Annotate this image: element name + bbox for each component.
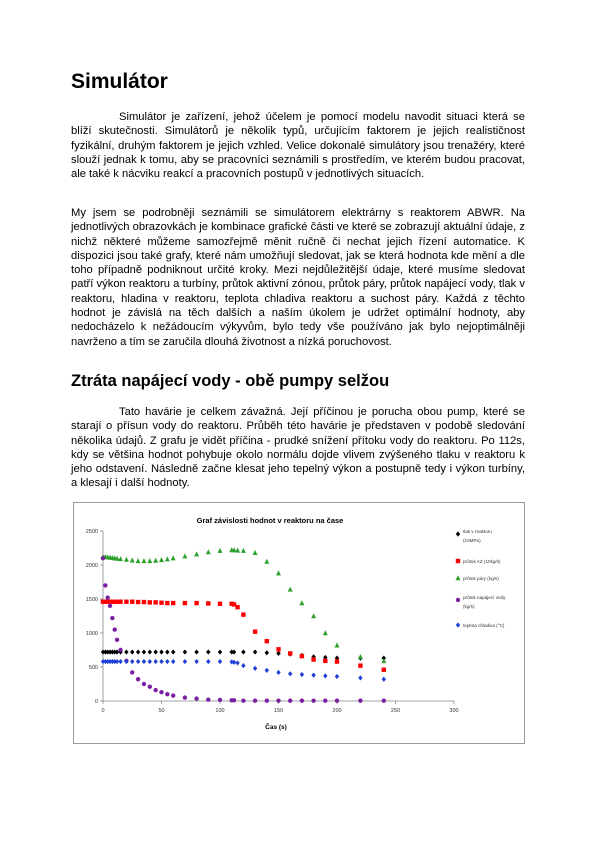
chart-title: Graf závislosti hodnot v reaktoru na čase (196, 516, 344, 525)
data-point (358, 663, 362, 667)
data-point (115, 638, 119, 642)
y-tick-label: 500 (88, 665, 98, 671)
data-point (153, 659, 157, 664)
data-point (183, 649, 187, 654)
data-point (142, 682, 146, 686)
data-point (153, 558, 158, 563)
y-tick-label: 2000 (85, 563, 98, 569)
legend-label-line: (10MPa) (463, 538, 481, 543)
data-point (265, 668, 269, 673)
data-point (183, 695, 187, 699)
data-point (358, 698, 362, 702)
data-point (235, 548, 240, 553)
y-tick-label: 1000 (85, 631, 98, 637)
data-point (253, 666, 257, 671)
x-tick-label: 200 (332, 708, 342, 714)
data-point (194, 659, 198, 664)
data-point (142, 600, 146, 604)
data-point (381, 658, 386, 663)
data-point (148, 600, 152, 604)
x-tick-label: 250 (390, 708, 401, 714)
series-3 (101, 547, 387, 663)
legend-item (456, 594, 506, 609)
data-point (159, 690, 163, 694)
section-heading: Ztráta napájecí vody - obě pumpy selžou (71, 372, 390, 390)
data-point (335, 659, 339, 663)
data-point (241, 663, 245, 668)
x-tick-label: 50 (158, 708, 165, 714)
data-point (253, 550, 258, 555)
data-point (241, 548, 246, 553)
data-point (232, 649, 236, 654)
chart-container (73, 502, 525, 744)
legend-label (463, 594, 506, 609)
data-point (183, 601, 187, 605)
data-point (171, 693, 175, 697)
data-point (171, 649, 175, 654)
data-point (103, 583, 107, 587)
data-point (288, 671, 292, 676)
data-point (276, 647, 280, 651)
data-point (323, 673, 327, 678)
data-point (276, 570, 281, 575)
data-point (218, 602, 222, 606)
data-point (159, 649, 163, 654)
data-point (101, 556, 105, 560)
series-5 (101, 659, 386, 682)
data-point (182, 553, 187, 558)
data-point (171, 659, 175, 664)
data-point (335, 674, 339, 679)
data-point (264, 559, 269, 564)
x-tick-label: 150 (273, 708, 284, 714)
data-point (218, 548, 223, 553)
data-point (148, 659, 152, 664)
data-point (311, 673, 315, 678)
legend-marker (456, 559, 460, 563)
legend-marker (456, 531, 460, 536)
data-point (265, 698, 269, 702)
data-point (358, 675, 362, 680)
legend-label-line: průtok páry (kg/s) (463, 576, 499, 581)
data-point (113, 627, 117, 631)
legend-label-line: teplota chladiva (°C) (463, 623, 505, 628)
legend-marker (456, 575, 461, 580)
data-point (206, 697, 210, 701)
series-4 (101, 556, 386, 703)
data-point (335, 642, 340, 647)
data-point (300, 698, 304, 702)
data-point (194, 601, 198, 605)
x-tick-label: 300 (449, 708, 459, 714)
data-point (130, 659, 134, 664)
data-point (108, 604, 112, 608)
data-point (110, 616, 114, 620)
data-point (130, 557, 135, 562)
data-point (159, 601, 163, 605)
data-point (232, 698, 236, 702)
data-point (218, 698, 222, 702)
data-point (206, 649, 210, 654)
data-point (165, 556, 170, 561)
legend-item (456, 558, 501, 564)
data-point (218, 659, 222, 664)
data-point (148, 649, 152, 654)
series-1 (101, 649, 386, 660)
data-point (194, 696, 198, 700)
data-point (165, 649, 169, 654)
data-point (276, 698, 280, 702)
legend-label (463, 575, 499, 581)
data-point (235, 605, 239, 609)
intro-paragraph: Simulátor je zařízení, jehož účelem je pomocí modelu navodit situaci která se blíží skutečnosti. Simulátorů je několik typů, určujícím faktorem je jejich realističnost fyzikální, druhým faktorem je jejich vzhled. Velice dokonalé simulátory jsou trenažéry, které slouží jednak k tomu, aby se pracovníci seznámili s prostředím, ve kterém budou pracovat, ale také k nácviku reakcí a pracovních postupů v jednotlivých situacích. (71, 111, 525, 181)
legend-marker (456, 622, 460, 627)
legend-label (463, 558, 501, 564)
data-point (142, 659, 146, 664)
legend-label-line: tlak v reaktoru (463, 529, 492, 534)
data-point (299, 600, 304, 605)
data-point (311, 698, 315, 702)
legend-label (463, 623, 505, 628)
data-point (235, 660, 239, 665)
data-point (148, 685, 152, 689)
chart-svg (74, 503, 524, 743)
data-point (288, 698, 292, 702)
data-point (194, 649, 198, 654)
data-point (130, 649, 134, 654)
x-tick-label: 0 (101, 708, 105, 714)
data-point (124, 600, 128, 604)
simulator-paragraph: My jsem se podrobněji seznámili se simulátorem elektrárny s reaktorem ABWR. Na jednotlivých obrazovkách je kombinace grafické části ve které se zobrazují aktuální údaje, z nichž některé můžeme samozřejmě měnit ručně či nechat jejich řízení automatice. K dispozici jsou také grafy, které nám umožňují sledovat, jak se která hodnota kde mění a dle toho případně podniknout určité kroky. Mezi nejdůležitější údaje, které musíme sledovat patří výkon reaktoru a turbíny, průtok aktivní zónou, průtok páry, průtok napájecí vody, tlak v reaktoru, hladina v reaktoru, teplota chladiva reaktoru a suchost páry. Každá z těchto hodnot je závislá na těch dalších a naším úkolem je udržet optimální hodnoty, aby nedocházelo k nežádoucím výkyvům, bylo tedy vše používáno jak bylo nejoptimálněji navrženo a tím se zaručila dlouhá životnost a nízká poruchovost. (71, 207, 525, 348)
y-tick-label: 1500 (85, 597, 98, 603)
x-tick-label: 100 (215, 708, 225, 714)
data-point (136, 659, 140, 664)
data-point (335, 698, 339, 702)
x-axis-label: Čas (s) (265, 724, 287, 731)
y-tick-label: 0 (94, 699, 98, 705)
data-point (165, 601, 169, 605)
data-point (105, 595, 109, 599)
data-point (265, 650, 269, 655)
data-point (153, 688, 157, 692)
data-point (241, 649, 245, 654)
legend-label-line: průtok napájecí vody (463, 595, 506, 600)
data-point (253, 649, 257, 654)
data-point (153, 649, 157, 654)
data-point (265, 639, 269, 643)
data-point (253, 698, 257, 702)
data-point (194, 551, 199, 556)
data-point (124, 649, 128, 654)
data-point (241, 698, 245, 702)
y-tick-label: 2500 (85, 529, 98, 535)
data-point (130, 670, 134, 674)
data-point (118, 648, 122, 652)
data-point (130, 600, 134, 604)
data-point (136, 558, 141, 563)
data-point (206, 659, 210, 664)
data-point (382, 677, 386, 682)
data-point (147, 558, 152, 563)
data-point (253, 629, 257, 633)
data-point (311, 613, 316, 618)
data-point (183, 659, 187, 664)
data-point (218, 649, 222, 654)
data-point (276, 670, 280, 675)
data-point (141, 558, 146, 563)
data-point (300, 654, 304, 658)
data-point (159, 557, 164, 562)
legend-item (456, 622, 505, 628)
legend-marker (456, 598, 460, 602)
data-point (142, 649, 146, 654)
data-point (311, 657, 315, 661)
data-point (288, 651, 292, 655)
data-point (206, 549, 211, 554)
data-point (358, 654, 363, 659)
legend-item (456, 529, 492, 543)
page-heading: Simulátor (71, 70, 168, 93)
data-point (323, 630, 328, 635)
data-point (136, 677, 140, 681)
data-point (159, 659, 163, 664)
data-point (382, 698, 386, 702)
data-point (300, 672, 304, 677)
data-point (276, 651, 280, 656)
data-point (241, 612, 245, 616)
data-point (118, 556, 123, 561)
accident-paragraph: Tato havárie je celkem závažná. Její příčinou je porucha obou pump, které se starají o přísun vody do reaktoru. Průběh této havárie je představen v podobě sledování několika údajů. Z grafu je vidět příčina - prudké snížení přítoku vody do reaktoru. Po 112s, kdy se většina hodnot pohybuje okolo normálu dojde vlivem zvýšeného tlaku v reaktoru k jeho odstavení. Následně začne klesat jeho tepelný výkon a postupně tedy i výkon turbíny, a klesají i další hodnoty. (71, 406, 525, 490)
data-point (118, 600, 122, 604)
data-point (171, 601, 175, 605)
legend-label-line: (kg/s) (463, 604, 475, 609)
data-point (124, 557, 129, 562)
data-point (153, 600, 157, 604)
data-point (382, 668, 386, 672)
legend-item (456, 575, 500, 581)
legend-label (463, 529, 492, 543)
data-point (136, 600, 140, 604)
legend-label-line: průtok AZ (10kg/s) (463, 559, 501, 564)
data-point (206, 601, 210, 605)
data-point (118, 659, 122, 664)
data-point (323, 698, 327, 702)
data-point (323, 659, 327, 663)
data-point (171, 555, 176, 560)
data-point (165, 659, 169, 664)
data-point (136, 649, 140, 654)
data-point (165, 692, 169, 696)
data-point (288, 587, 293, 592)
